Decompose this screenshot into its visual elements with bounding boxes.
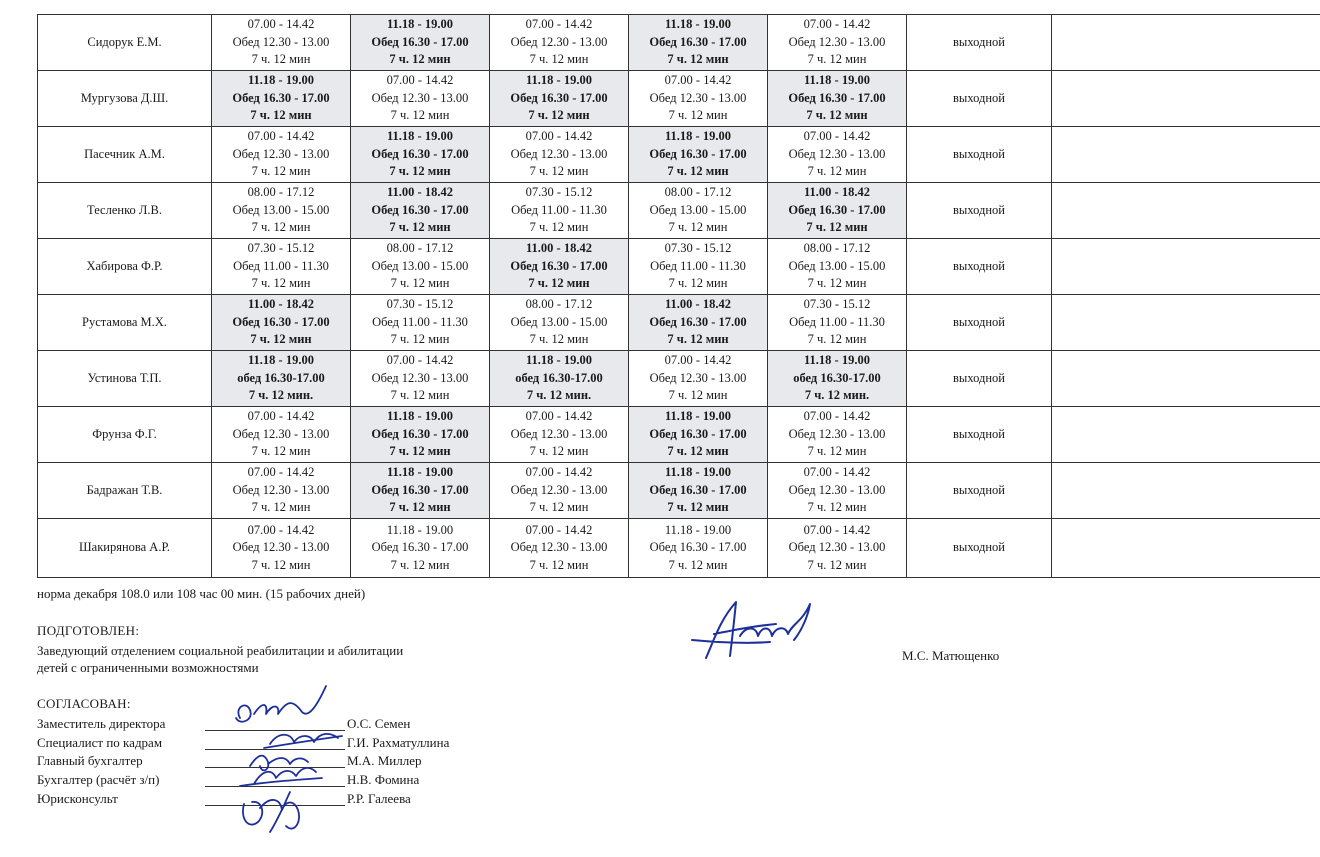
day-off-cell: выходной: [907, 15, 1052, 71]
shift-cell: [629, 239, 768, 295]
lunch-break: Обед 16.30 - 17.00: [649, 426, 747, 441]
approval-person-name: О.С. Семен: [347, 716, 411, 731]
lunch-break: Обед 13.00 - 15.00: [788, 258, 886, 273]
shift-duration: 7 ч. 12 мин: [250, 332, 312, 347]
lunch-break: Обед 11.00 - 11.30: [511, 202, 607, 217]
shift-time: 11.18 - 19.00: [387, 465, 453, 480]
table-row: [38, 463, 1320, 519]
lunch-break: Обед 12.30 - 13.00: [232, 34, 330, 49]
day-off-cell: выходной: [907, 127, 1052, 183]
shift-duration: 7 ч. 12 мин: [251, 220, 311, 235]
shift-time: 07.30 - 15.12: [803, 297, 871, 312]
shift-cell: [490, 71, 629, 127]
shift-duration: 7 ч. 12 мин: [807, 444, 867, 459]
shift-time: 07.00 - 14.42: [247, 129, 315, 144]
schedule-body: [38, 15, 1320, 578]
lunch-break: Обед 16.30 - 17.00: [649, 482, 747, 497]
schedule-table: [37, 14, 1320, 578]
lunch-break: Обед 16.30 - 17.00: [510, 90, 608, 105]
shift-time: 08.00 - 17.12: [803, 241, 871, 256]
shift-duration: 7 ч. 12 мин: [807, 500, 867, 515]
shift-cell: [351, 15, 490, 71]
approval-person-name: Н.В. Фомина: [347, 772, 420, 787]
empty-cell: [1052, 407, 1320, 463]
employee-name: Тесленко Л.В.: [38, 183, 212, 239]
empty-cell: [1052, 239, 1320, 295]
shift-cell: [351, 407, 490, 463]
shift-duration: 7 ч. 12 мин: [667, 444, 729, 459]
shift-duration: 7 ч. 12 мин: [389, 52, 451, 67]
shift-cell: [768, 295, 907, 351]
lunch-break: Обед 12.30 - 13.00: [232, 146, 330, 161]
day-off-cell: выходной: [907, 183, 1052, 239]
shift-duration: 7 ч. 12 мин: [529, 164, 589, 179]
table-row: [38, 407, 1320, 463]
table-row: [38, 239, 1320, 295]
shift-cell: [629, 15, 768, 71]
shift-time: 11.18 - 19.00: [804, 73, 870, 88]
shift-duration: 7 ч. 12 мин: [251, 557, 311, 572]
shift-time: 11.18 - 19.00: [665, 465, 731, 480]
lunch-break: Обед 16.30 - 17.00: [371, 540, 469, 555]
day-off-cell: выходной: [907, 239, 1052, 295]
empty-cell: [1052, 127, 1320, 183]
shift-duration: 7 ч. 12 мин: [806, 108, 868, 123]
shift-cell: [351, 239, 490, 295]
shift-cell: [351, 71, 490, 127]
shift-time: 07.00 - 14.42: [803, 409, 871, 424]
shift-time: 11.18 - 19.00: [665, 129, 731, 144]
employee-name: Мургузова Д.Ш.: [38, 71, 212, 127]
shift-time: 07.00 - 14.42: [247, 17, 315, 32]
lunch-break: Обед 12.30 - 13.00: [371, 90, 469, 105]
shift-duration: 7 ч. 12 мин.: [248, 388, 314, 403]
shift-cell: [490, 463, 629, 519]
shift-duration: 7 ч. 12 мин: [251, 52, 311, 67]
shift-time: 07.00 - 14.42: [247, 522, 315, 537]
approval-person-name: М.А. Миллер: [347, 753, 422, 768]
approval-person-name: Р.Р. Галеева: [347, 791, 411, 806]
shift-time: 07.00 - 14.42: [525, 409, 593, 424]
shift-duration: 7 ч. 12 мин: [667, 164, 729, 179]
shift-time: 07.00 - 14.42: [525, 522, 593, 537]
lunch-break: Обед 11.00 - 11.30: [789, 314, 885, 329]
shift-time: 11.00 - 18.42: [387, 185, 453, 200]
lunch-break: Обед 12.30 - 13.00: [649, 370, 747, 385]
lunch-break: Обед 12.30 - 13.00: [788, 540, 886, 555]
day-off-cell: выходной: [907, 519, 1052, 578]
shift-time: 11.00 - 18.42: [665, 297, 731, 312]
empty-cell: [1052, 71, 1320, 127]
shift-cell: [351, 183, 490, 239]
day-off-cell: выходной: [907, 71, 1052, 127]
shift-cell: [212, 71, 351, 127]
shift-cell: [490, 519, 629, 578]
approval-role: Юрисконсульт: [37, 791, 118, 806]
lunch-break: Обед 11.00 - 11.30: [233, 258, 329, 273]
shift-cell: [768, 239, 907, 295]
lunch-break: Обед 13.00 - 15.00: [232, 202, 330, 217]
shift-duration: 7 ч. 12 мин: [389, 164, 451, 179]
shift-time: 08.00 - 17.12: [247, 185, 315, 200]
shift-cell: [212, 295, 351, 351]
shift-cell: [629, 183, 768, 239]
lunch-break: Обед 16.30 - 17.00: [232, 90, 330, 105]
shift-time: 11.18 - 19.00: [665, 409, 731, 424]
shift-time: 07.30 - 15.12: [664, 241, 732, 256]
employee-name: Шакирянова А.Р.: [38, 519, 212, 578]
shift-cell: [629, 351, 768, 407]
shift-time: 07.30 - 15.12: [247, 241, 315, 256]
lunch-break: Обед 11.00 - 11.30: [372, 314, 468, 329]
table-row: [38, 295, 1320, 351]
shift-duration: 7 ч. 12 мин: [529, 332, 589, 347]
shift-duration: 7 ч. 12 мин: [528, 276, 590, 291]
shift-cell: [629, 519, 768, 578]
shift-duration: 7 ч. 12 мин: [807, 164, 867, 179]
lunch-break: Обед 12.30 - 13.00: [510, 146, 608, 161]
shift-duration: 7 ч. 12 мин: [529, 444, 589, 459]
table-row: [38, 127, 1320, 183]
lunch-break: обед 16.30-17.00: [793, 370, 881, 385]
shift-duration: 7 ч. 12 мин: [807, 332, 867, 347]
lunch-break: Обед 12.30 - 13.00: [232, 426, 330, 441]
shift-duration: 7 ч. 12 мин: [668, 220, 728, 235]
shift-duration: 7 ч. 12 мин: [807, 52, 867, 67]
shift-time: 11.18 - 19.00: [526, 353, 592, 368]
lunch-break: Обед 16.30 - 17.00: [649, 314, 747, 329]
day-off-cell: выходной: [907, 295, 1052, 351]
shift-time: 07.00 - 14.42: [525, 465, 593, 480]
shift-cell: [212, 519, 351, 578]
table-row: [38, 71, 1320, 127]
day-off-cell: выходной: [907, 463, 1052, 519]
shift-time: 11.18 - 19.00: [804, 353, 870, 368]
empty-cell: [1052, 351, 1320, 407]
shift-cell: [768, 519, 907, 578]
shift-cell: [629, 71, 768, 127]
prepared-title: ПОДГОТОВЛЕН:: [37, 623, 140, 638]
shift-cell: [768, 407, 907, 463]
shift-duration: 7 ч. 12 мин.: [804, 388, 870, 403]
shift-time: 07.00 - 14.42: [803, 129, 871, 144]
employee-name: Устинова Т.П.: [38, 351, 212, 407]
shift-cell: [490, 407, 629, 463]
shift-cell: [768, 463, 907, 519]
shift-cell: [490, 351, 629, 407]
prepared-position-line1: Заведующий отделением социальной реабилитации и абилитации: [37, 643, 404, 658]
shift-time: 07.30 - 15.12: [525, 185, 593, 200]
shift-duration: 7 ч. 12 мин: [390, 388, 450, 403]
shift-cell: [768, 351, 907, 407]
lunch-break: Обед 16.30 - 17.00: [371, 482, 469, 497]
empty-cell: [1052, 295, 1320, 351]
shift-duration: 7 ч. 12 мин: [529, 500, 589, 515]
shift-time: 11.18 - 19.00: [664, 522, 732, 537]
lunch-break: Обед 16.30 - 17.00: [371, 146, 469, 161]
approval-person-name: Г.И. Рахматуллина: [347, 735, 450, 750]
lunch-break: Обед 12.30 - 13.00: [510, 540, 608, 555]
lunch-break: Обед 16.30 - 17.00: [371, 34, 469, 49]
shift-duration: 7 ч. 12 мин: [529, 220, 589, 235]
shift-duration: 7 ч. 12 мин: [390, 557, 450, 572]
shift-cell: [351, 519, 490, 578]
lunch-break: Обед 16.30 - 17.00: [371, 202, 469, 217]
employee-name: Бадражан Т.В.: [38, 463, 212, 519]
shift-time: 11.18 - 19.00: [387, 17, 453, 32]
shift-duration: 7 ч. 12 мин: [251, 500, 311, 515]
lunch-break: Обед 12.30 - 13.00: [788, 34, 886, 49]
shift-time: 11.18 - 19.00: [526, 73, 592, 88]
shift-duration: 7 ч. 12 мин: [528, 108, 590, 123]
shift-duration: 7 ч. 12 мин: [390, 108, 450, 123]
shift-cell: [351, 351, 490, 407]
shift-duration: 7 ч. 12 мин: [389, 444, 451, 459]
shift-cell: [212, 183, 351, 239]
shift-time: 08.00 - 17.12: [386, 241, 454, 256]
shift-duration: 7 ч. 12 мин: [668, 108, 728, 123]
lunch-break: Обед 16.30 - 17.00: [649, 540, 747, 555]
lunch-break: Обед 16.30 - 17.00: [788, 90, 886, 105]
empty-cell: [1052, 519, 1320, 578]
day-off-cell: выходной: [907, 407, 1052, 463]
lunch-break: Обед 12.30 - 13.00: [232, 540, 330, 555]
employee-name: Фрунза Ф.Г.: [38, 407, 212, 463]
shift-cell: [212, 239, 351, 295]
table-row: [38, 183, 1320, 239]
shift-duration: 7 ч. 12 мин: [389, 220, 451, 235]
lunch-break: Обед 12.30 - 13.00: [788, 146, 886, 161]
approval-role: Заместитель директора: [37, 716, 166, 731]
employee-name: Рустамова М.Х.: [38, 295, 212, 351]
approved-title: СОГЛАСОВАН:: [37, 696, 131, 711]
shift-cell: [212, 127, 351, 183]
lunch-break: Обед 12.30 - 13.00: [649, 90, 747, 105]
shift-duration: 7 ч. 12 мин: [390, 276, 450, 291]
shift-time: 07.00 - 14.42: [525, 129, 593, 144]
shift-duration: 7 ч. 12 мин: [529, 557, 589, 572]
lunch-break: Обед 12.30 - 13.00: [232, 482, 330, 497]
lunch-break: Обед 16.30 - 17.00: [649, 34, 747, 49]
shift-duration: 7 ч. 12 мин: [667, 52, 729, 67]
lunch-break: Обед 12.30 - 13.00: [788, 426, 886, 441]
shift-time: 08.00 - 17.12: [525, 297, 593, 312]
shift-time: 07.00 - 14.42: [247, 465, 315, 480]
shift-time: 07.00 - 14.42: [803, 17, 871, 32]
shift-time: 11.18 - 19.00: [248, 353, 314, 368]
lunch-break: Обед 13.00 - 15.00: [649, 202, 747, 217]
lunch-break: Обед 11.00 - 11.30: [650, 258, 746, 273]
shift-time: 11.18 - 19.00: [387, 409, 453, 424]
shift-time: 11.18 - 19.00: [387, 129, 453, 144]
shift-cell: [629, 127, 768, 183]
shift-cell: [490, 295, 629, 351]
shift-time: 07.00 - 14.42: [386, 353, 454, 368]
empty-cell: [1052, 15, 1320, 71]
shift-duration: 7 ч. 12 мин: [807, 276, 867, 291]
prepared-position-line2: детей с ограниченными возможностями: [37, 660, 259, 675]
lunch-break: Обед 16.30 - 17.00: [649, 146, 747, 161]
shift-cell: [212, 351, 351, 407]
shift-cell: [212, 407, 351, 463]
shift-time: 07.00 - 14.42: [664, 353, 732, 368]
lunch-break: Обед 16.30 - 17.00: [510, 258, 608, 273]
lunch-break: обед 16.30-17.00: [237, 370, 325, 385]
shift-duration: 7 ч. 12 мин: [251, 444, 311, 459]
shift-cell: [490, 239, 629, 295]
shift-time: 07.00 - 14.42: [803, 465, 871, 480]
shift-duration: 7 ч. 12 мин: [250, 108, 312, 123]
shift-cell: [629, 407, 768, 463]
shift-duration: 7 ч. 12 мин: [668, 388, 728, 403]
shift-duration: 7 ч. 12 мин: [389, 500, 451, 515]
prepared-person-name: М.С. Матющенко: [902, 648, 1000, 663]
approval-role: Бухгалтер (расчёт з/п): [37, 772, 160, 787]
shift-cell: [768, 71, 907, 127]
shift-duration: 7 ч. 12 мин.: [526, 388, 592, 403]
approval-role: Специалист по кадрам: [37, 735, 163, 750]
shift-cell: [490, 127, 629, 183]
lunch-break: обед 16.30-17.00: [515, 370, 603, 385]
shift-time: 07.30 - 15.12: [386, 297, 454, 312]
lunch-break: Обед 12.30 - 13.00: [510, 426, 608, 441]
employee-name: Хабирова Ф.Р.: [38, 239, 212, 295]
approval-role: Главный бухгалтер: [37, 753, 143, 768]
lunch-break: Обед 12.30 - 13.00: [371, 370, 469, 385]
shift-cell: [768, 183, 907, 239]
shift-cell: [629, 295, 768, 351]
shift-cell: [629, 463, 768, 519]
shift-cell: [490, 15, 629, 71]
lunch-break: Обед 16.30 - 17.00: [371, 426, 469, 441]
shift-duration: 7 ч. 12 мин: [390, 332, 450, 347]
shift-duration: 7 ч. 12 мин: [251, 164, 311, 179]
shift-cell: [212, 463, 351, 519]
shift-cell: [768, 127, 907, 183]
table-row: [38, 15, 1320, 71]
shift-time: 07.00 - 14.42: [803, 522, 871, 537]
shift-cell: [351, 127, 490, 183]
lunch-break: Обед 12.30 - 13.00: [510, 482, 608, 497]
lunch-break: Обед 16.30 - 17.00: [232, 314, 330, 329]
shift-time: 11.18 - 19.00: [665, 17, 731, 32]
empty-cell: [1052, 463, 1320, 519]
shift-cell: [768, 15, 907, 71]
lunch-break: Обед 13.00 - 15.00: [371, 258, 469, 273]
shift-time: 11.00 - 18.42: [248, 297, 314, 312]
shift-cell: [490, 183, 629, 239]
shift-duration: 7 ч. 12 мин: [807, 557, 867, 572]
shift-duration: 7 ч. 12 мин: [667, 500, 729, 515]
employee-name: Пасечник А.М.: [38, 127, 212, 183]
shift-time: 07.00 - 14.42: [247, 409, 315, 424]
table-row: [38, 519, 1320, 578]
monthly-norm-note: норма декабря 108.0 или 108 час 00 мин. (15 рабочих дней): [37, 586, 366, 601]
approver-signatures: [210, 682, 360, 842]
shift-time: 11.18 - 19.00: [248, 73, 314, 88]
shift-duration: 7 ч. 12 мин: [806, 220, 868, 235]
shift-duration: 7 ч. 12 мин: [251, 276, 311, 291]
empty-cell: [1052, 183, 1320, 239]
shift-cell: [351, 295, 490, 351]
lunch-break: Обед 12.30 - 13.00: [510, 34, 608, 49]
shift-time: 08.00 - 17.12: [664, 185, 732, 200]
head-signature: [684, 596, 816, 668]
shift-duration: 7 ч. 12 мин: [668, 557, 728, 572]
employee-name: Сидорук Е.М.: [38, 15, 212, 71]
shift-time: 07.00 - 14.42: [664, 73, 732, 88]
shift-time: 07.00 - 14.42: [525, 17, 593, 32]
shift-time: 11.00 - 18.42: [526, 241, 592, 256]
shift-time: 11.00 - 18.42: [804, 185, 870, 200]
shift-duration: 7 ч. 12 мин: [668, 276, 728, 291]
shift-cell: [351, 463, 490, 519]
table-row: [38, 351, 1320, 407]
shift-duration: 7 ч. 12 мин: [529, 52, 589, 67]
lunch-break: Обед 12.30 - 13.00: [788, 482, 886, 497]
day-off-cell: выходной: [907, 351, 1052, 407]
lunch-break: Обед 16.30 - 17.00: [788, 202, 886, 217]
shift-duration: 7 ч. 12 мин: [667, 332, 729, 347]
shift-time: 11.18 - 19.00: [386, 522, 454, 537]
shift-cell: [212, 15, 351, 71]
shift-time: 07.00 - 14.42: [386, 73, 454, 88]
lunch-break: Обед 13.00 - 15.00: [510, 314, 608, 329]
